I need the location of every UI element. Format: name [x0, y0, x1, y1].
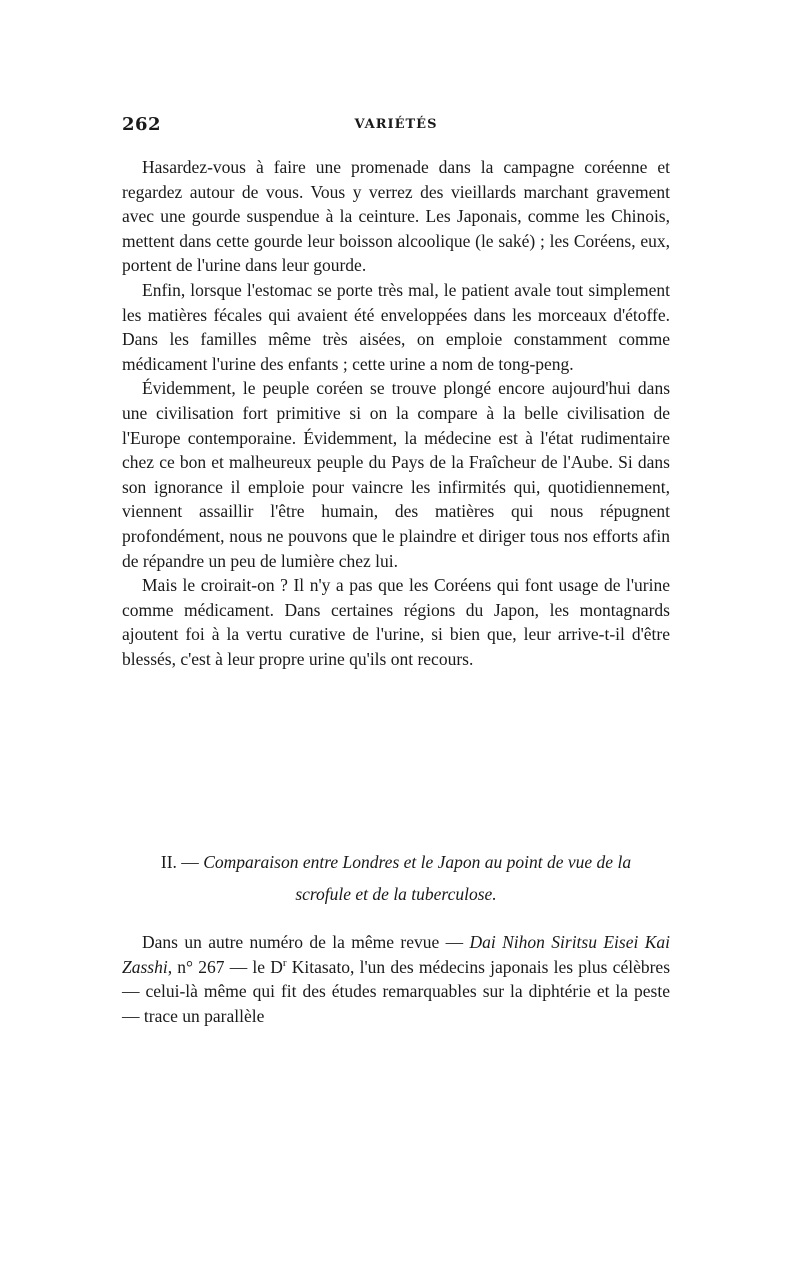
running-title: VARIÉTÉS [354, 117, 438, 132]
running-head [122, 114, 670, 140]
body-text [122, 155, 670, 671]
paragraph: Enfin, lorsque l'estomac se porte très mal, le patient avale tout simplement les matières fécales qui avaient été enveloppées dans les morceaux d'étoffe. Dans les familles même très aisées, on emploie constamment comme médicament l'urine des enfants ; cette urine a nom de tong-peng. [122, 279, 670, 374]
body-text-continued [122, 930, 670, 1028]
section-number: II. — [160, 852, 199, 872]
section-title-line-2: scrofule et de la tuberculose. [295, 884, 497, 904]
section-heading-line-1 [122, 846, 670, 878]
paragraph-text: Dans un autre numéro de la même revue — [142, 932, 470, 952]
paragraph [122, 930, 670, 1028]
paragraph: Hasardez-vous à faire une promenade dans la campagne coréenne et regardez autour de vous. Vous y verrez des vieillards marchant gravement avec une gourde suspendue à la ceinture. Les Japonais, comme les Chinois, mettent dans cette gourde leur boisson alcoolique (le saké) ; les Coréens, eux, portent de l'urine dans leur gourde. [122, 157, 670, 276]
paragraph-text: Kitasato, l'un des médecins japonais les plus célèbres — celui-là même qui fit des études remarquables sur la diphtérie et la peste — trace un parallèle [122, 956, 671, 1026]
superscript: r [282, 956, 287, 969]
page-number: 262 [122, 114, 162, 135]
section-title-line-1: Comparaison entre Londres et le Japon au point de vue de la [203, 852, 632, 872]
journal-title: Dai Nihon Siritsu Eisei Kai Zasshi [122, 932, 670, 977]
section-heading [122, 846, 670, 910]
paragraph: Évidemment, le peuple coréen se trouve plongé encore aujourd'hui dans une civilisation fort primitive si on la compare à la belle civilisation de l'Europe contemporaine. Évidemment, la médecine est à l'état rudimentaire chez ce bon et malheureux peuple du Pays de la Fraîcheur de l'Aube. Si dans son ignorance il emploie pour vaincre les infirmités qui, quotidiennement, viennent assaillir l'être humain, des matières qui nous répugnent profondément, nous ne pouvons que le plaindre et diriger tous nos efforts afin de répandre un peu de lumière chez lui. [122, 378, 670, 571]
paragraph-text: , n° 267 — le D [167, 956, 283, 977]
paragraph: Mais le croirait-on ? Il n'y a pas que les Coréens qui font usage de l'urine comme médicament. Dans certaines régions du Japon, les montagnards ajoutent foi à la vertu curative de l'urine, si bien que, leur arrive-t-il d'être blessés, c'est à leur propre urine qu'ils ont recours. [122, 575, 670, 669]
